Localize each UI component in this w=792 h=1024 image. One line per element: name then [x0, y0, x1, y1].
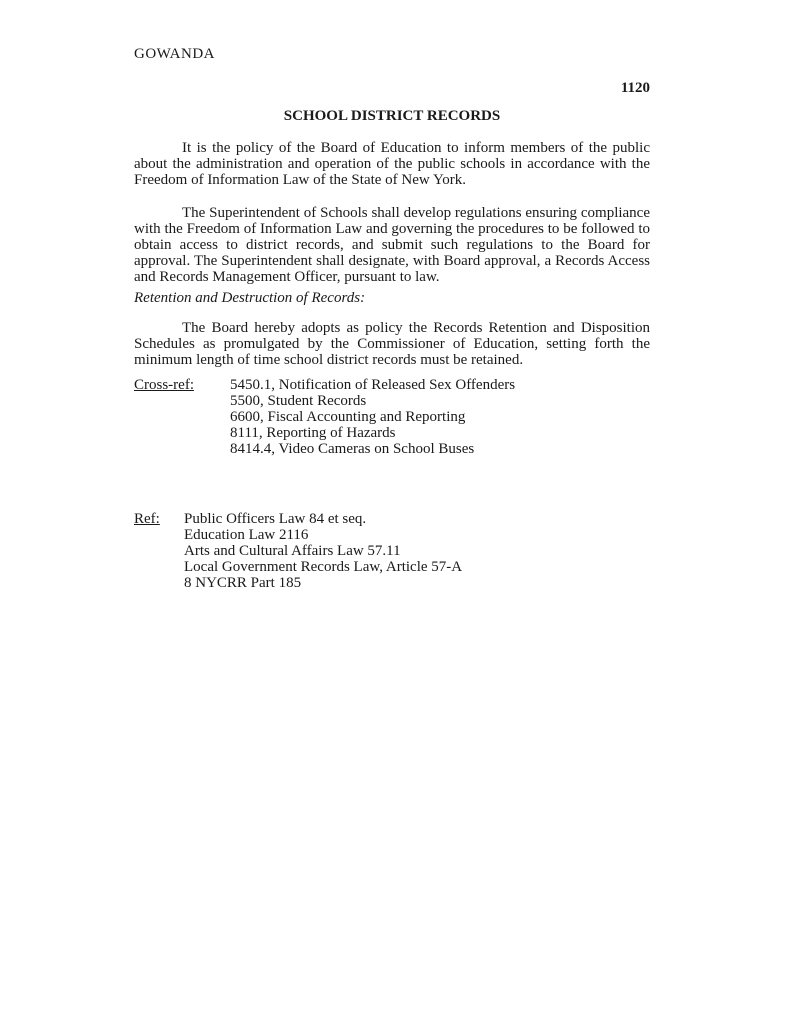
- cross-reference-item: 5500, Student Records: [230, 393, 367, 409]
- cross-reference-list: [230, 377, 515, 457]
- legal-reference-label: Ref:: [134, 511, 160, 527]
- policy-number: 1120: [620, 80, 650, 96]
- cross-reference-item: 5450.1, Notification of Released Sex Offenders: [230, 377, 516, 393]
- policy-paragraph-2: The Superintendent of Schools shall develop regulations ensuring compliance with the Freedom of Information Law and governing the procedures to be followed to obtain access to district records, and submit such regulations to the Board for approval. The Superintendent shall designate, with Board approval, a Records Access and Records Management Officer, pursuant to law.: [134, 205, 650, 285]
- retention-subheading: Retention and Destruction of Records:: [134, 290, 366, 306]
- document-title: SCHOOL DISTRICT RECORDS: [283, 108, 501, 124]
- cross-reference-item: 8111, Reporting of Hazards: [230, 425, 396, 441]
- cross-reference-item: 6600, Fiscal Accounting and Reporting: [230, 409, 466, 425]
- district-name: GOWANDA: [134, 46, 215, 62]
- legal-reference-item: Public Officers Law 84 et seq.: [184, 511, 367, 527]
- legal-reference-item: Arts and Cultural Affairs Law 57.11: [184, 543, 401, 559]
- legal-reference-list: [184, 511, 462, 591]
- legal-reference-item: 8 NYCRR Part 185: [184, 575, 302, 591]
- policy-paragraph-3: The Board hereby adopts as policy the Records Retention and Disposition Schedules as promulgated by the Commissioner of Education, setting forth the minimum length of time school district records must be retained.: [134, 320, 650, 368]
- cross-reference-label: Cross-ref:: [134, 377, 194, 393]
- cross-reference-item: 8414.4, Video Cameras on School Buses: [230, 441, 475, 457]
- policy-paragraph-1: It is the policy of the Board of Education to inform members of the public about the administration and operation of the public schools in accordance with the Freedom of Information Law of the State of New York.: [134, 140, 650, 188]
- legal-reference-item: Local Government Records Law, Article 57-A: [184, 559, 463, 575]
- legal-reference-item: Education Law 2116: [184, 527, 309, 543]
